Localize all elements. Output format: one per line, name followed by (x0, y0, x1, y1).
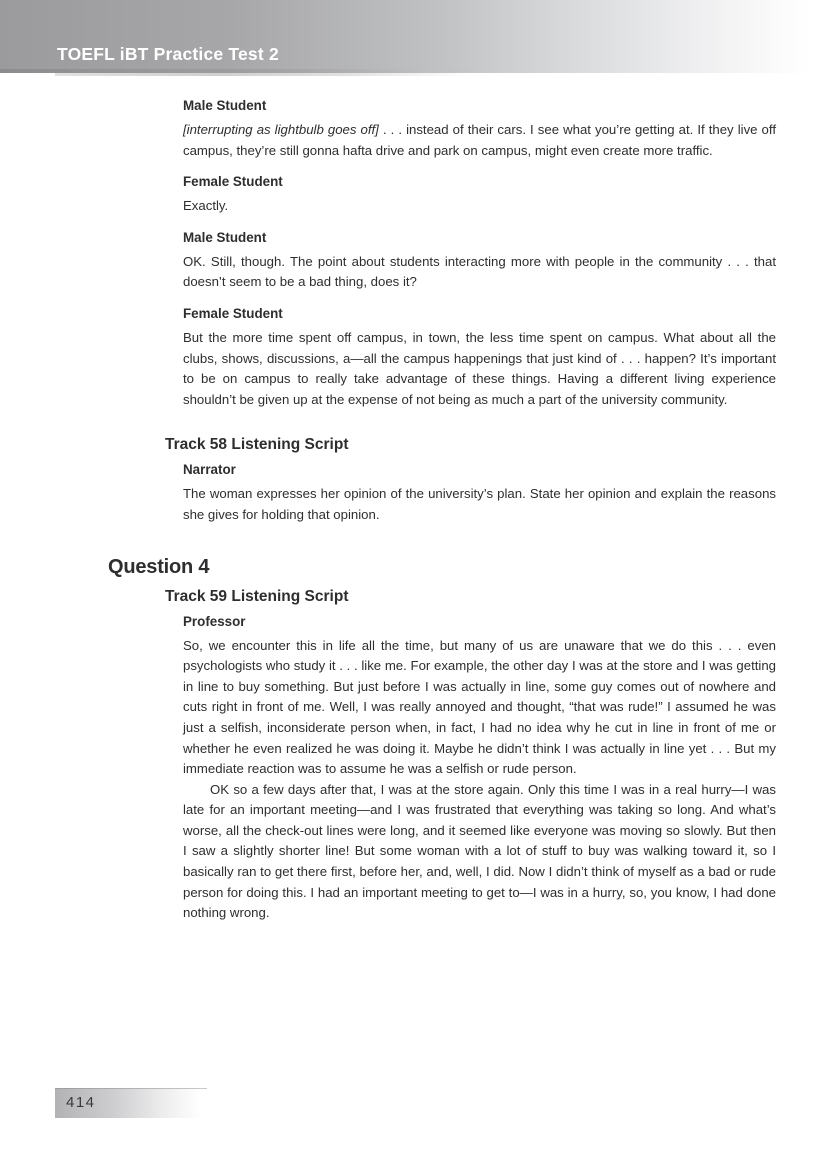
speaker-heading: Male Student (183, 98, 267, 113)
narrator-paragraph: The woman expresses her opinion of the university’s plan. State her opinion and explain the reasons she gives for holding that opinion. (183, 486, 776, 522)
question-4-heading: Question 4 (108, 555, 210, 578)
dialog-paragraph: Exactly. (183, 198, 229, 214)
dialog-paragraph: OK. Still, though. The point about students interacting more with people in the community . . . that doesn’t seem to be a bad thing, does it? (183, 253, 776, 290)
speaker-heading: Male Student (183, 229, 267, 245)
listening-script-content (108, 98, 776, 924)
professor-paragraph-2: OK so a few days after that, I was at the store again. Only this time I was in a real hurry—I was late for an important meeting—and I was frustrated that everything was taking so long. And what’s worse, all the check-out lines were long, and it seemed like everyone was moving so slowly. But then I saw a slightly shorter line! But some woman with a lot of stuff to buy was walking toward it, so I basically ran to get there first, before her, and, well, I did. Now I didn’t think of myself as a bad or rude person for doing this. I had an important meeting to get to—I was in a hurry, so, you know, I had done nothing wrong. (183, 781, 776, 921)
header-title: TOEFL iBT Practice Test 2 (57, 44, 279, 64)
speaker-heading: Professor (183, 613, 246, 629)
speaker-heading: Narrator (183, 462, 236, 478)
dialog-paragraph: But the more time spent off campus, in town, the less time spent on campus. What about all the clubs, shows, discussions, a—all the campus happenings that just kind of . . . happen? It’s important to be on campus to really take advantage of these things. Having a different living experience shouldn’t be given up at the expense of not being as much a part of the university community. (183, 329, 776, 407)
track-58-heading: Track 58 Listening Script (165, 436, 349, 454)
track-59-heading: Track 59 Listening Script (165, 587, 349, 605)
header-rule-smudge (55, 73, 470, 76)
dialog-text: . . . instead of their cars. I see what you’re getting at. If they live off campus, they’re still gonna hafta drive and park on campus, might even create more traffic. (183, 122, 776, 158)
page-number-box (55, 1088, 207, 1118)
page-number: 414 (66, 1094, 96, 1111)
dialog-paragraph (183, 120, 776, 161)
speaker-heading: Female Student (183, 305, 283, 321)
page-header (0, 0, 828, 73)
stage-direction: [interrupting as lightbulb goes off] (183, 122, 379, 137)
speaker-heading: Female Student (183, 174, 283, 190)
professor-paragraph-1: So, we encounter this in life all the time, but many of us are unaware that we do this . . . even psychologists who study it . . . like me. For example, the other day I was at the store and I was getting in line to buy something. But just before I was actually in line, some guy comes out of nowhere and cuts right in front of me. Well, I was really annoyed and thought, “that was rude!” I assumed he was just a selfish, inconsiderate person when, in fact, I had no idea why he cut in line in front of me or whether he even realized he was doing it. Maybe he didn’t think I was actually in line yet . . . But my immediate reaction was to assume he was a selfish or rude person. (183, 637, 776, 777)
